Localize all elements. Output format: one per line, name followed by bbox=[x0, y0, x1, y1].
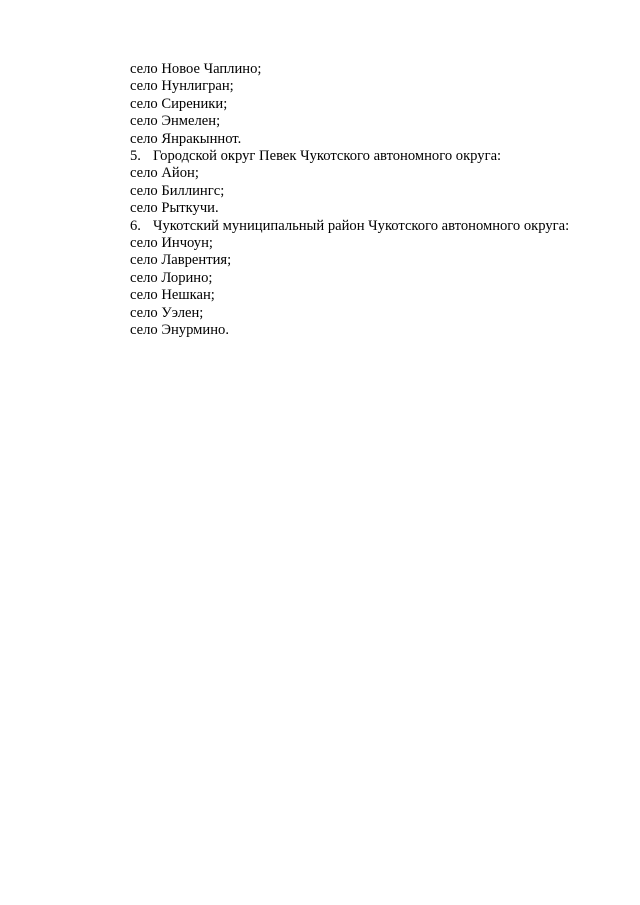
list-item: село Нунлигран; bbox=[130, 78, 234, 95]
list-item: село Лорино; bbox=[130, 269, 213, 286]
list-item: село Энурмино. bbox=[130, 322, 229, 339]
list-item: село Биллингс; bbox=[130, 182, 225, 199]
list-item: село Лаврентия; bbox=[130, 252, 232, 269]
list-item: село Янракыннот. bbox=[130, 130, 242, 147]
section-number: 6. bbox=[130, 217, 141, 234]
document-body bbox=[130, 61, 610, 340]
list-item: село Уэлен; bbox=[130, 304, 204, 321]
list-item: село Энмелен; bbox=[130, 113, 221, 130]
list-item: село Рыткучи. bbox=[130, 200, 219, 217]
section-heading-6 bbox=[130, 218, 610, 235]
list-item: село Новое Чаплино; bbox=[130, 61, 262, 77]
section-number: 5. bbox=[130, 148, 141, 165]
section-heading-text: Городской округ Певек Чукотского автономного округа: bbox=[153, 148, 502, 165]
list-item: село Инчоун; bbox=[130, 235, 213, 252]
section-heading-5 bbox=[130, 148, 610, 165]
list-item: село Айон; bbox=[130, 165, 199, 182]
list-item: село Сиреники; bbox=[130, 95, 228, 112]
list-item: село Нешкан; bbox=[130, 287, 215, 304]
section-heading-text: Чукотский муниципальный район Чукотского автономного округа: bbox=[153, 217, 570, 234]
